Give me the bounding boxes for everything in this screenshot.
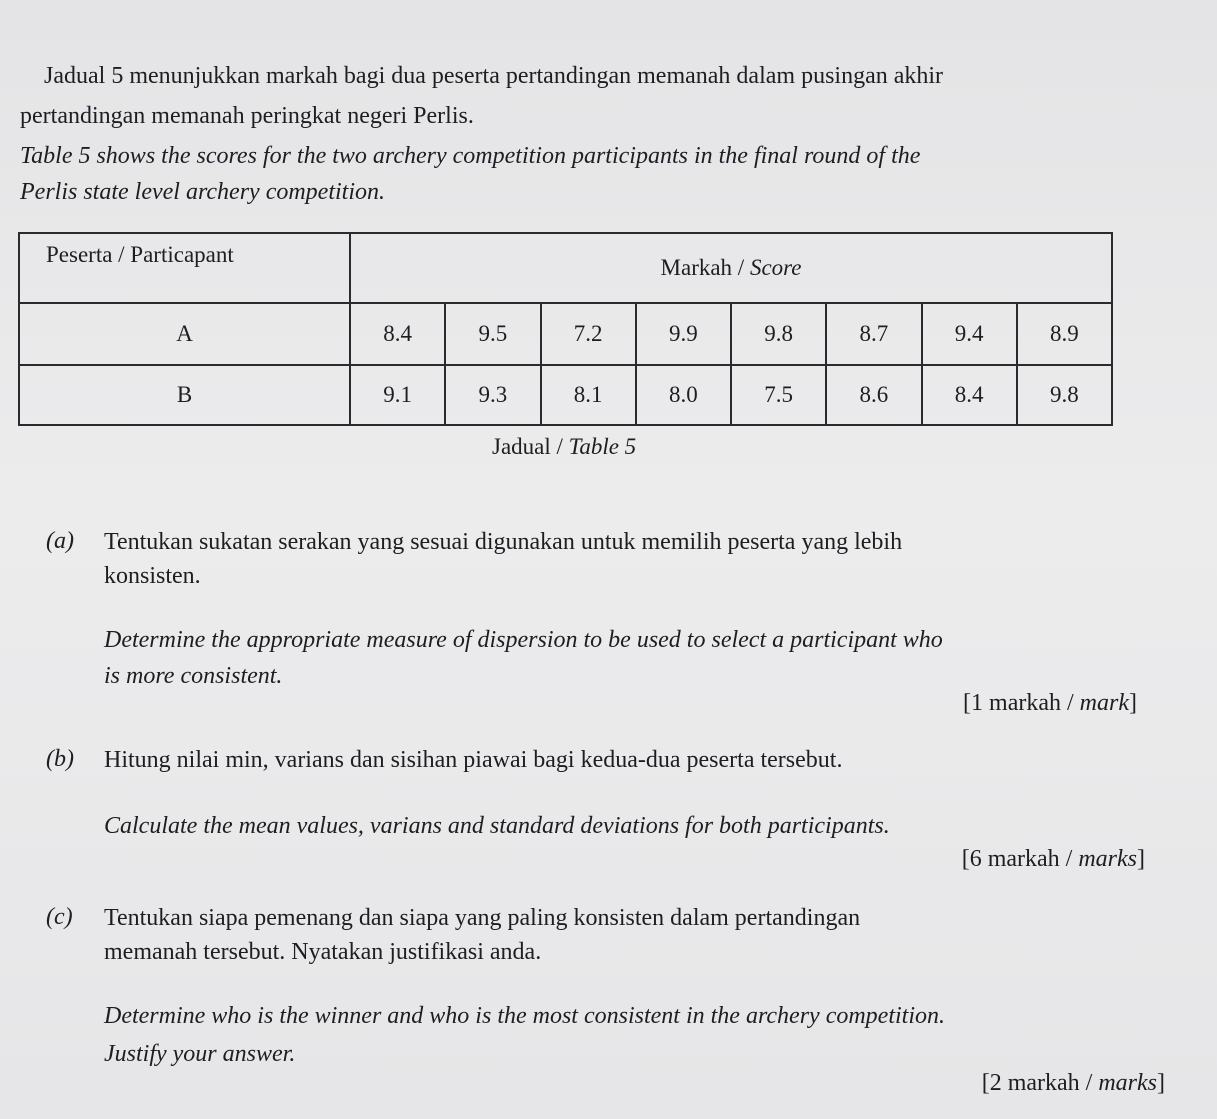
score-header-en: Score [749,255,802,280]
table-caption-en: Table 5 [568,434,637,459]
question-a-en-line-2: is more consistent. [104,663,283,689]
question-c-marks [982,1070,1165,1097]
question-b-marks-ms: [6 markah / [961,846,1079,872]
question-b-marks-en: marks [1078,846,1137,872]
table-row [19,365,1112,425]
score-cell: 9.3 [445,365,540,425]
participant-header-label: Peserta / Particapant [46,242,234,267]
table-header-row [19,233,1112,303]
score-cell: 9.4 [922,303,1017,365]
score-cell: 8.1 [541,365,636,425]
question-a-letter: (a) [46,528,74,554]
score-header [350,233,1112,303]
question-a-marks-end: ] [1129,690,1137,716]
participant-cell: B [19,365,350,425]
score-table [18,232,1113,426]
question-a-marks [963,690,1137,717]
question-b-letter: (b) [46,746,74,772]
table-caption [492,434,636,460]
score-cell: 8.0 [636,365,731,425]
question-b-ms-line-1: Hitung nilai min, varians dan sisihan piawai bagi kedua-dua peserta tersebut. [104,747,843,773]
question-c-letter: (c) [46,904,73,930]
score-cell: 8.7 [826,303,921,365]
table-row [19,303,1112,365]
question-c-en-line-2: Justify your answer. [104,1041,296,1067]
score-cell: 9.8 [731,303,826,365]
question-c-marks-end: ] [1157,1070,1165,1096]
question-c-en-line-1: Determine who is the winner and who is the most consistent in the archery competition. [104,1003,946,1029]
participant-header [19,233,350,303]
question-b-marks [962,846,1145,873]
score-cell: 8.4 [350,303,445,365]
participant-cell: A [19,303,350,365]
question-a-marks-en: mark [1079,690,1129,716]
table-caption-ms: Jadual / [492,434,569,459]
score-cell: 9.1 [350,365,445,425]
question-b-en-line-1: Calculate the mean values, varians and standard deviations for both participants. [104,813,890,839]
score-cell: 7.5 [731,365,826,425]
question-b-marks-end: ] [1137,846,1145,872]
intro-line-4: Perlis state level archery competition. [20,179,386,205]
score-header-ms: Markah / [660,255,750,280]
question-a-ms-line-2: konsisten. [104,563,201,589]
intro-line-2: pertandingan memanah peringkat negeri Perlis. [20,103,474,129]
score-cell: 9.9 [636,303,731,365]
intro-line-3: Table 5 shows the scores for the two archery competition participants in the final round of the [20,143,921,169]
intro-line-1: Jadual 5 menunjukkan markah bagi dua peserta pertandingan memanah dalam pusingan akhir [44,63,944,89]
question-a-en-line-1: Determine the appropriate measure of dispersion to be used to select a participant who [104,627,943,653]
score-cell: 9.8 [1017,365,1112,425]
question-c-ms-line-2: memanah tersebut. Nyatakan justifikasi anda. [104,939,542,965]
score-cell: 7.2 [541,303,636,365]
score-cell: 8.9 [1017,303,1112,365]
score-cell: 8.4 [922,365,1017,425]
question-c-marks-en: marks [1098,1070,1157,1096]
score-cell: 8.6 [826,365,921,425]
question-c-marks-ms: [2 markah / [981,1070,1099,1096]
question-c-ms-line-1: Tentukan siapa pemenang dan siapa yang paling konsisten dalam pertandingan [104,905,861,931]
question-a-marks-ms: [1 markah / [963,690,1080,716]
question-a-ms-line-1: Tentukan sukatan serakan yang sesuai digunakan untuk memilih peserta yang lebih [104,529,903,555]
score-cell: 9.5 [445,303,540,365]
